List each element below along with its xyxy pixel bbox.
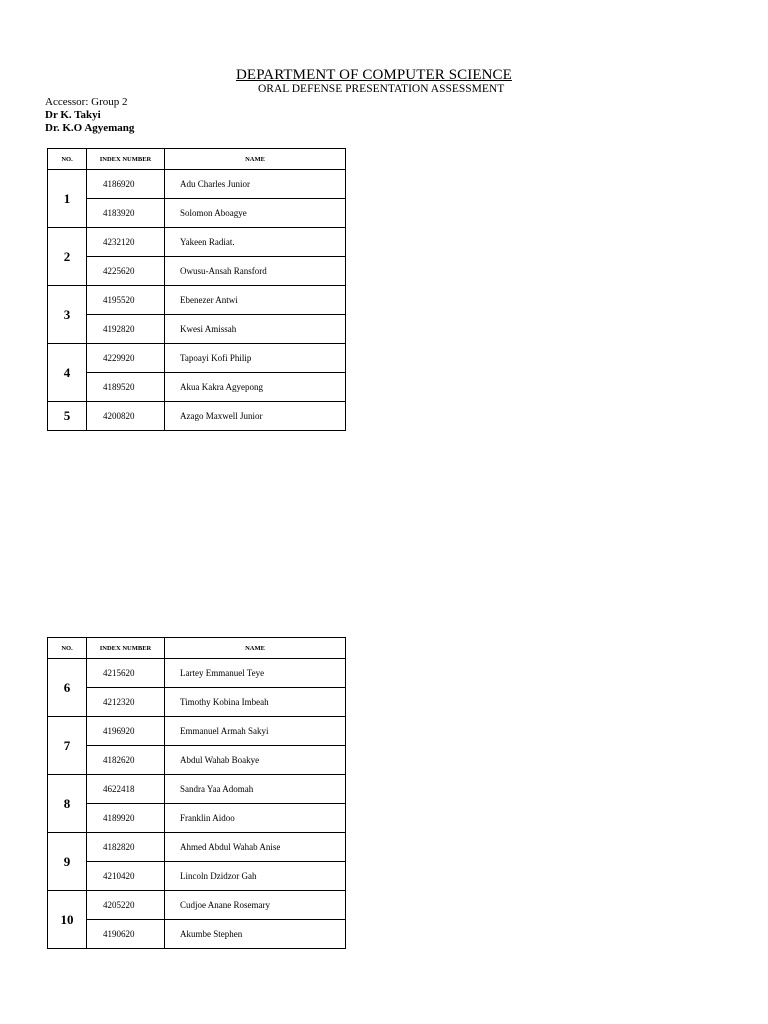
student-name: Tapoayi Kofi Philip	[165, 344, 346, 373]
table-row	[48, 659, 346, 688]
assessor-name: Dr. K.O Agyemang	[45, 122, 135, 134]
page-subtitle: ORAL DEFENSE PRESENTATION ASSESSMENT	[258, 83, 505, 95]
student-name: Yakeen Radiat.	[165, 228, 346, 257]
group-number: 6	[48, 659, 87, 717]
group-number: 3	[48, 286, 87, 344]
index-number: 4189520	[87, 373, 165, 402]
table-row	[48, 717, 346, 746]
assessment-table	[47, 637, 346, 949]
column-header-name: NAME	[165, 149, 346, 170]
index-number: 4232120	[87, 228, 165, 257]
index-number: 4200820	[87, 402, 165, 431]
group-number: 8	[48, 775, 87, 833]
table-row	[48, 257, 346, 286]
student-name: Akua Kakra Agyepong	[165, 373, 346, 402]
assessor-name: Dr K. Takyi	[45, 109, 101, 121]
index-number: 4215620	[87, 659, 165, 688]
index-number: 4186920	[87, 170, 165, 199]
student-name: Emmanuel Armah Sakyi	[165, 717, 346, 746]
index-number: 4196920	[87, 717, 165, 746]
student-name: Solomon Aboagye	[165, 199, 346, 228]
table-header-row	[48, 638, 346, 659]
group-number: 5	[48, 402, 87, 431]
student-name: Franklin Aidoo	[165, 804, 346, 833]
table-row	[48, 862, 346, 891]
student-name: Timothy Kobina Imbeah	[165, 688, 346, 717]
assessment-table	[47, 148, 346, 431]
group-number: 2	[48, 228, 87, 286]
accessor-label: Accessor: Group 2	[45, 96, 128, 108]
column-header-no: NO.	[48, 638, 87, 659]
student-name: Kwesi Amissah	[165, 315, 346, 344]
table-row	[48, 402, 346, 431]
index-number: 4195520	[87, 286, 165, 315]
index-number: 4225620	[87, 257, 165, 286]
column-header-no: NO.	[48, 149, 87, 170]
table-row	[48, 833, 346, 862]
student-name: Owusu-Ansah Ransford	[165, 257, 346, 286]
table-row	[48, 891, 346, 920]
index-number: 4192820	[87, 315, 165, 344]
index-number: 4212320	[87, 688, 165, 717]
table-row	[48, 920, 346, 949]
index-number: 4182820	[87, 833, 165, 862]
index-number: 4622418	[87, 775, 165, 804]
table-row	[48, 746, 346, 775]
student-name: Lincoln Dzidzor Gah	[165, 862, 346, 891]
student-name: Ahmed Abdul Wahab Anise	[165, 833, 346, 862]
student-name: Ebenezer Antwi	[165, 286, 346, 315]
student-name: Akumbe Stephen	[165, 920, 346, 949]
index-number: 4190620	[87, 920, 165, 949]
group-number: 9	[48, 833, 87, 891]
table-row	[48, 804, 346, 833]
page-title: DEPARTMENT OF COMPUTER SCIENCE	[236, 67, 512, 83]
table-row	[48, 315, 346, 344]
index-number: 4205220	[87, 891, 165, 920]
table-row	[48, 344, 346, 373]
student-name: Sandra Yaa Adomah	[165, 775, 346, 804]
table-row	[48, 775, 346, 804]
group-number: 1	[48, 170, 87, 228]
index-number: 4189920	[87, 804, 165, 833]
student-name: Azago Maxwell Junior	[165, 402, 346, 431]
index-number: 4210420	[87, 862, 165, 891]
table-row	[48, 688, 346, 717]
column-header-name: NAME	[165, 638, 346, 659]
table-row	[48, 228, 346, 257]
student-name: Lartey Emmanuel Teye	[165, 659, 346, 688]
table-row	[48, 199, 346, 228]
table-row	[48, 373, 346, 402]
group-number: 4	[48, 344, 87, 402]
table-row	[48, 170, 346, 199]
student-name: Adu Charles Junior	[165, 170, 346, 199]
index-number: 4229920	[87, 344, 165, 373]
table-header-row	[48, 149, 346, 170]
student-name: Abdul Wahab Boakye	[165, 746, 346, 775]
column-header-index: INDEX NUMBER	[87, 638, 165, 659]
group-number: 10	[48, 891, 87, 949]
student-name: Cudjoe Anane Rosemary	[165, 891, 346, 920]
index-number: 4183920	[87, 199, 165, 228]
column-header-index: INDEX NUMBER	[87, 149, 165, 170]
group-number: 7	[48, 717, 87, 775]
table-row	[48, 286, 346, 315]
index-number: 4182620	[87, 746, 165, 775]
